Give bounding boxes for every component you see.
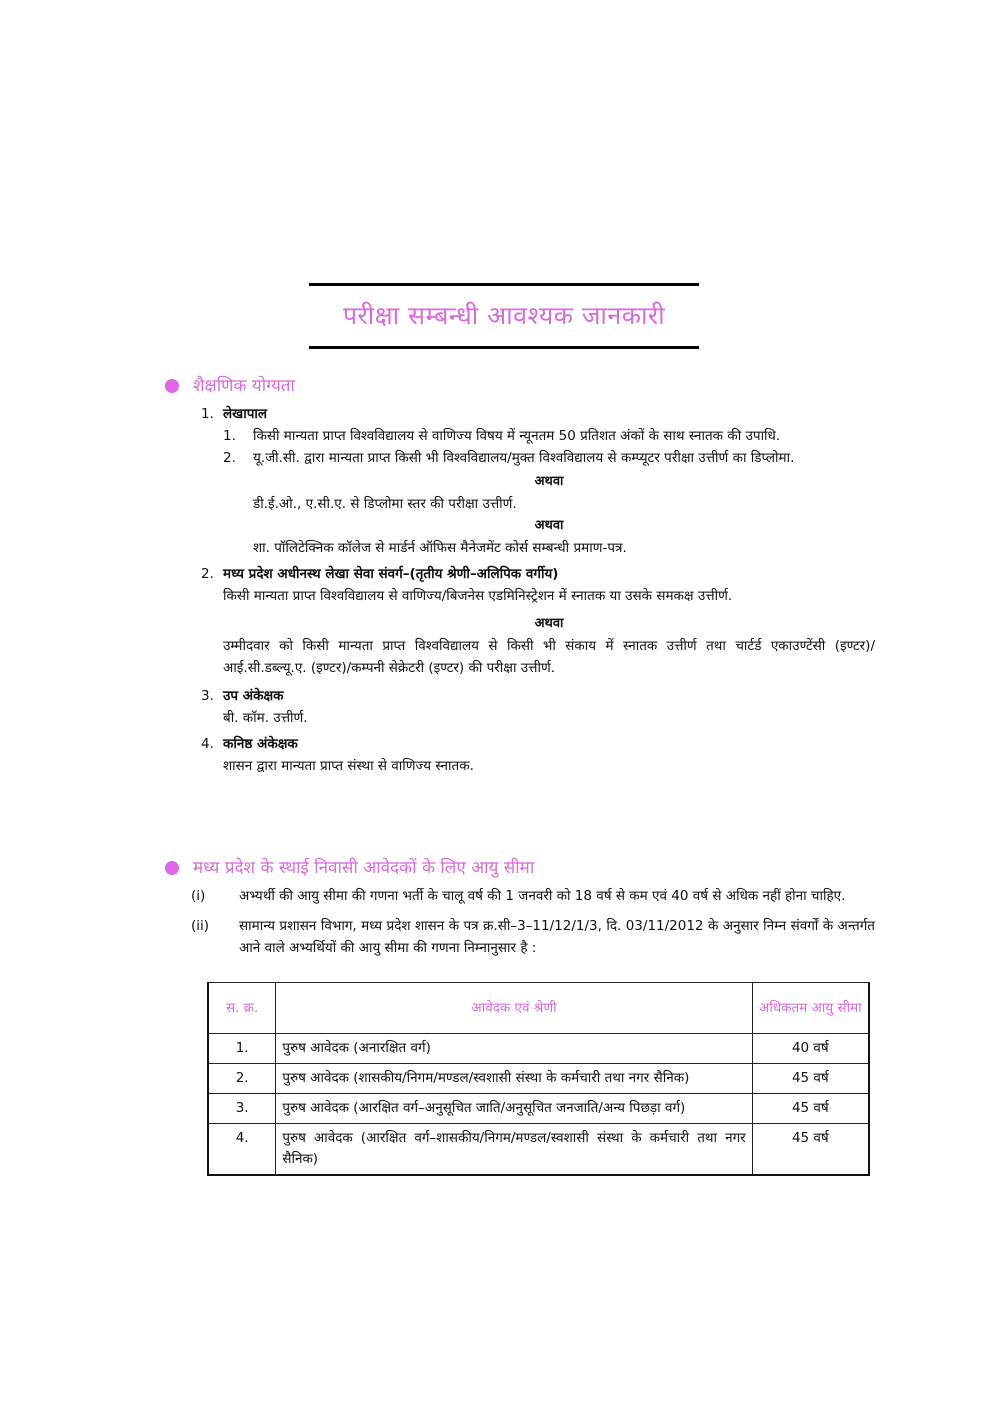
cell-sno: 1. xyxy=(208,1034,276,1064)
item-text: शासन द्वारा मान्यता प्राप्त संस्था से वाणिज्य स्नातक. xyxy=(223,758,474,774)
age-section xyxy=(165,855,875,967)
alt-text: उम्मीदवार को किसी मान्यता प्राप्त विश्वविद्यालय से किसी भी संकाय में स्नातक उत्तीर्ण तथा चार्टर्ड एकाउण्टेंसी (इण्टर)/आई.सी.डब्ल्यू.ए. (इण्टर)/कम्पनी सेक्रेटरी (इण्टर) की परीक्षा उत्तीर्ण. xyxy=(223,638,875,676)
cell-sno: 2. xyxy=(208,1064,276,1094)
table-row xyxy=(208,1094,869,1124)
title-box xyxy=(309,283,699,349)
subitem-text: यू.जी.सी. द्वारा मान्यता प्राप्त किसी भी विश्वविद्यालय/मुक्त विश्वविद्यालय से कम्प्यूटर परीक्षा उत्तीर्ण का डिप्लोमा. xyxy=(253,450,795,466)
age-point xyxy=(165,915,875,959)
education-heading xyxy=(165,373,875,399)
item-number: 1. xyxy=(201,406,214,422)
item-heading: उप अंकेक्षक xyxy=(223,688,284,704)
cell-category: पुरुष आवेदक (आरक्षित वर्ग–शासकीय/निगम/मण्डल/स्वशासी संस्था के कर्मचारी तथा नगर सैनिक) xyxy=(276,1124,752,1176)
item-number: 4. xyxy=(201,736,214,752)
table-row xyxy=(208,1034,869,1064)
item-text: किसी मान्यता प्राप्त विश्वविद्यालय से वाणिज्य/बिजनेस एडमिनिस्ट्रेशन में स्नातक या उसके समकक्ष उत्तीर्ण. xyxy=(223,588,733,604)
point-text: अभ्यर्थी की आयु सीमा की गणना भर्ती के चालू वर्ष की 1 जनवरी को 18 वर्ष से कम एवं 40 वर्ष से अधिक नहीं होना चाहिए. xyxy=(239,888,846,904)
alt-text: डी.ई.ओ., ए.सी.ए. से डिप्लोमा स्तर की परीक्षा उत्तीर्ण. xyxy=(253,496,517,512)
age-point xyxy=(165,885,875,907)
header-max-age: अधिकतम आयु सीमा xyxy=(752,983,869,1034)
education-section xyxy=(165,373,875,777)
alt-text: शा. पॉलिटेक्निक कॉलेज से मार्डर्न ऑफिस मैनेजमेंट कोर्स सम्बन्धी प्रमाण-पत्र. xyxy=(253,540,627,556)
or-label: अथवा xyxy=(534,474,564,489)
item-heading: मध्य प्रदेश अधीनस्थ लेखा सेवा संवर्ग–(तृतीय श्रेणी–अलिपिक वर्गीय) xyxy=(223,566,559,582)
table-row xyxy=(208,1064,869,1094)
cell-max-age: 40 वर्ष xyxy=(752,1034,869,1064)
age-heading-text: मध्य प्रदेश के स्थाई निवासी आवेदकों के लिए आयु सीमा xyxy=(193,858,535,878)
item-number: 2. xyxy=(201,566,214,582)
bullet-icon xyxy=(165,861,179,875)
subitem-number: 2. xyxy=(223,450,236,466)
cell-category: पुरुष आवेदक (अनारक्षित वर्ग) xyxy=(276,1034,752,1064)
cell-max-age: 45 वर्ष xyxy=(752,1094,869,1124)
item-text: बी. कॉम. उत्तीर्ण. xyxy=(223,710,308,726)
cell-category: पुरुष आवेदक (शासकीय/निगम/मण्डल/स्वशासी संस्था के कर्मचारी तथा नगर सैनिक) xyxy=(276,1064,752,1094)
point-number: (ii) xyxy=(191,918,210,934)
age-limit-table xyxy=(207,982,870,1176)
page-title: परीक्षा सम्बन्धी आवश्यक जानकारी xyxy=(342,301,666,330)
item-4 xyxy=(165,733,875,777)
cell-max-age: 45 वर्ष xyxy=(752,1124,869,1176)
header-category: आवेदक एवं श्रेणी xyxy=(276,983,752,1034)
item-heading: लेखापाल xyxy=(223,406,268,422)
or-label: अथवा xyxy=(534,616,564,631)
item-number: 3. xyxy=(201,688,214,704)
subitem xyxy=(165,425,875,447)
item-2 xyxy=(165,563,875,679)
cell-sno: 4. xyxy=(208,1124,276,1176)
subitem-number: 1. xyxy=(223,428,236,444)
table-header-row xyxy=(208,983,869,1034)
or-label: अथवा xyxy=(534,518,564,533)
bullet-icon xyxy=(165,379,179,393)
subitem-text: किसी मान्यता प्राप्त विश्वविद्यालय से वाणिज्य विषय में न्यूनतम 50 प्रतिशत अंकों के साथ स्नातक की उपाधि. xyxy=(253,428,781,444)
point-text: सामान्य प्रशासन विभाग, मध्य प्रदेश शासन के पत्र क्र.सी–3–11/12/1/3, दि. 03/11/2012 के अनुसार निम्न संवर्गों के अन्तर्गत आने वाले अभ्यर्थियों की आयु सीमा की गणना निम्नानुसार है : xyxy=(239,918,875,956)
point-number: (i) xyxy=(191,888,206,904)
education-heading-text: शैक्षणिक योग्यता xyxy=(193,376,295,396)
cell-category: पुरुष आवेदक (आरक्षित वर्ग–अनुसूचित जाति/अनुसूचित जनजाति/अन्य पिछड़ा वर्ग) xyxy=(276,1094,752,1124)
cell-max-age: 45 वर्ष xyxy=(752,1064,869,1094)
item-1 xyxy=(165,403,875,559)
cell-sno: 3. xyxy=(208,1094,276,1124)
item-3 xyxy=(165,685,875,729)
table-row xyxy=(208,1124,869,1176)
header-sno: स. क्र. xyxy=(208,983,276,1034)
subitem xyxy=(165,447,875,469)
item-heading: कनिष्ठ अंकेक्षक xyxy=(223,736,298,752)
age-heading xyxy=(165,855,875,881)
